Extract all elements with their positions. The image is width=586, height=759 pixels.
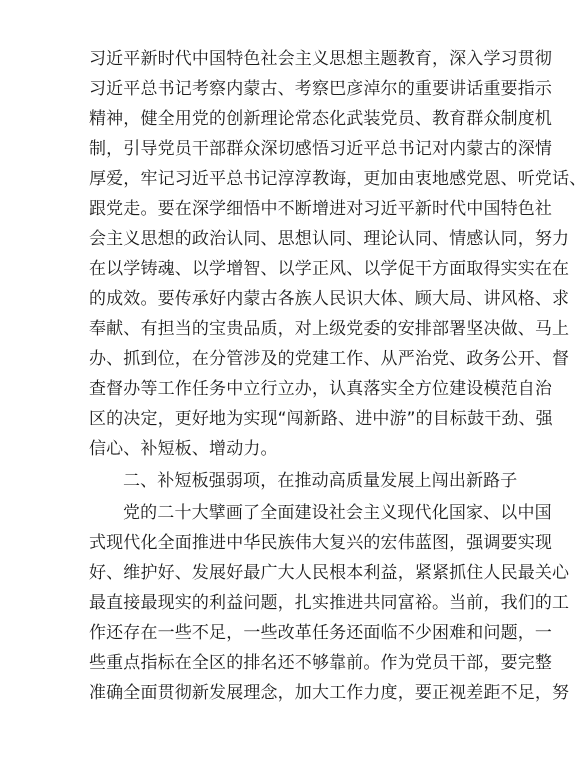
- text-line: 的成效。要传承好内蒙古各族人民识大体、顾大局、讲风格、求: [89, 289, 570, 309]
- text-line: 式现代化全面推进中华民族伟大复兴的宏伟蓝图，强调要实现: [89, 533, 553, 553]
- text-line: 些重点指标在全区的排名还不够靠前。作为党员干部，要完整: [89, 653, 553, 673]
- text-line: 习近平总书记考察内蒙古、考察巴彦淖尔的重要讲话重要指示: [89, 79, 553, 99]
- text-line: 最直接最现实的利益问题，扎实推进共同富裕。当前，我们的工: [89, 593, 570, 613]
- text-line: 区的决定，更好地为实现“闯新路、进中游”的目标鼓干劲、强: [89, 409, 553, 429]
- text-line: 好、维护好、发展好最广大人民根本利益，紧紧抓住人民最关心: [89, 563, 570, 583]
- text-line: 会主义思想的政治认同、思想认同、理论认同、情感认同，努力: [89, 229, 570, 249]
- text-line: 跟党走。要在深学细悟中不断增进对习近平新时代中国特色社: [89, 199, 553, 219]
- document-body: [89, 44, 586, 708]
- text-line: 党的二十大擘画了全面建设社会主义现代化国家、以中国: [123, 503, 552, 523]
- text-line: 习近平新时代中国特色社会主义思想主题教育，深入学习贯彻: [89, 49, 553, 69]
- text-line: 在以学铸魂、以学增智、以学正风、以学促干方面取得实实在在: [89, 259, 570, 279]
- text-line: 厚爱，牢记习近平总书记淳淳教诲，更加由衷地感党恩、听党话、: [89, 169, 586, 189]
- text-line: 奉献、有担当的宝贵品质，对上级党委的安排部署坚决做、马上: [89, 319, 570, 339]
- text-line: 准确全面贯彻新发展理念，加大工作力度，要正视差距不足，努: [89, 683, 570, 703]
- section-heading: 二、补短板强弱项，在推动高质量发展上闯出新路子: [123, 471, 518, 491]
- text-line: 作还存在一些不足，一些改革任务还面临不少困难和问题，一: [89, 623, 553, 643]
- text-line: 信心、补短板、增动力。: [89, 439, 278, 459]
- text-line: 精神，健全用党的创新理论常态化武装党员、教育群众制度机: [89, 109, 553, 129]
- text-line: 制，引导党员干部群众深切感悟习近平总书记对内蒙古的深情: [89, 139, 553, 159]
- text-line: 办、抓到位，在分管涉及的党建工作、从严治党、政务公开、督: [89, 349, 570, 369]
- text-line: 查督办等工作任务中立行立办，认真落实全方位建设模范自治: [89, 379, 553, 399]
